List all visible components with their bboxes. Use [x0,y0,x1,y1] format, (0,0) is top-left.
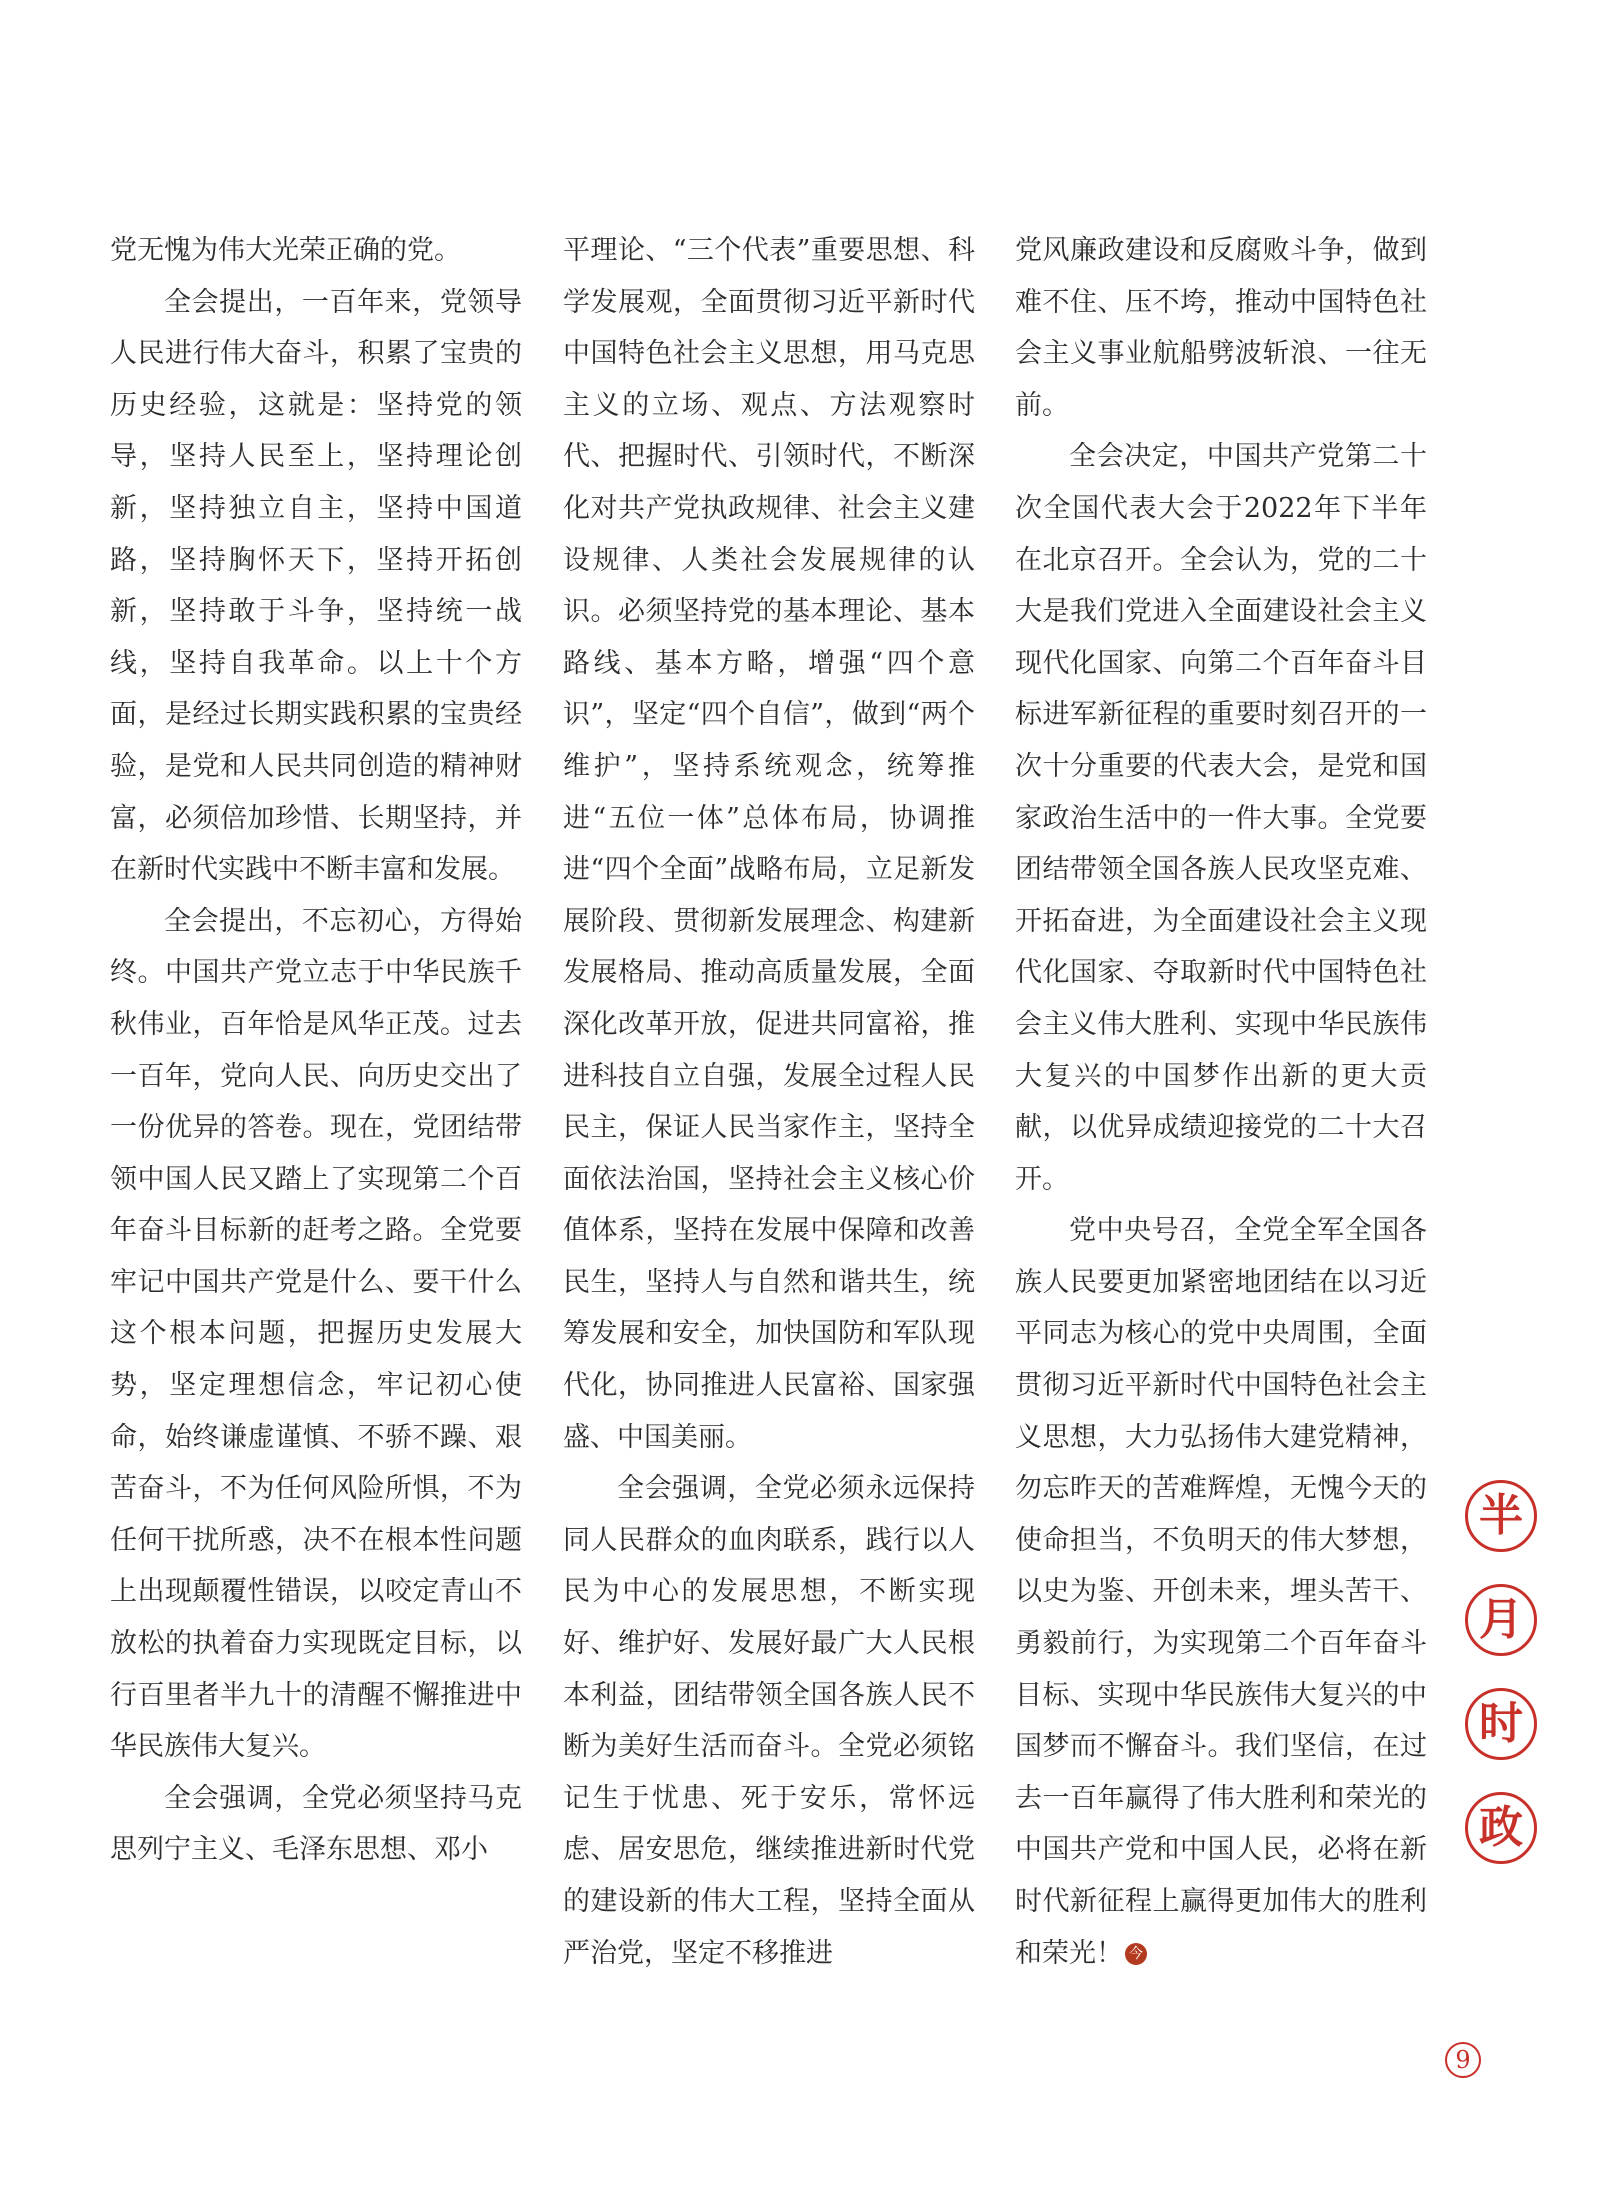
paragraph: 全会决定，中国共产党第二十次全国代表大会于2022年下半年在北京召开。全会认为，党的二十大是我们党进入全面建设社会主义现代化国家、向第二个百年奋斗目标进军新征程的重要时刻召开的一次十分重要的代表大会，是党和国家政治生活中的一件大事。全党要团结带领全国各族人民攻坚克难、开拓奋进，为全面建设社会主义现代化国家、夺取新时代中国特色社会主义伟大胜利、实现中华民族伟大复兴的中国梦作出新的更大贡献，以优异成绩迎接党的二十大召开。 [1015,441,1427,1195]
paragraph-with-end-mark [1015,1205,1427,1979]
paragraph: 全会提出，不忘初心，方得始终。中国共产党立志于中华民族千秋伟业，百年恰是风华正茂。过去一百年，党向人民、向历史交出了一份优异的答卷。现在，党团结带领中国人民又踏上了实现第二个百年奋斗目标新的赶考之路。全党要牢记中国共产党是什么、要干什么这个根本问题，把握历史发展大势，坚定理想信念，牢记初心使命，始终谦虚谨慎、不骄不躁、艰苦奋斗，不为任何风险所惧，不为任何干扰所惑，决不在根本性问题上出现颠覆性错误，以咬定青山不放松的执着奋力实现既定目标，以行百里者半九十的清醒不懈推进中华民族伟大复兴。 [110,905,522,1763]
section-title-char: 时 [1465,1688,1537,1760]
paragraph: 全会强调，全党必须坚持马克思列宁主义、毛泽东思想、邓小 [110,1782,522,1866]
article-column-2 [563,225,975,1979]
end-mark-icon: 今 [1125,1943,1147,1965]
paragraph: 党风廉政建设和反腐败斗争，做到难不住、压不垮，推动中国特色社会主义事业航船劈波斩浪、一往无前。 [1015,235,1427,421]
section-title-char: 政 [1465,1792,1537,1864]
paragraph: 平理论、“三个代表”重要思想、科学发展观，全面贯彻习近平新时代中国特色社会主义思想，用马克思主义的立场、观点、方法观察时代、把握时代、引领时代，不断深化对共产党执政规律、社会主义建设规律、人类社会发展规律的认识。必须坚持党的基本理论、基本路线、基本方略，增强“四个意识”，坚定“四个自信”，做到“两个维护”，坚持系统观念，统筹推进“五位一体”总体布局，协调推进“四个全面”战略布局，立足新发展阶段、贯彻新发展理念、构建新发展格局、推动高质量发展，全面深化改革开放，促进共同富裕，推进科技自立自强，发展全过程人民民主，保证人民当家作主，坚持全面依法治国，坚持社会主义核心价值体系，坚持在发展中保障和改善民生，坚持人与自然和谐共生，统筹发展和安全，加快国防和军队现代化，协同推进人民富裕、国家强盛、中国美丽。 [563,235,975,1453]
paragraph: 全会提出，一百年来，党领导人民进行伟大奋斗，积累了宝贵的历史经验，这就是：坚持党的领导，坚持人民至上，坚持理论创新，坚持独立自主，坚持中国道路，坚持胸怀天下，坚持开拓创新，坚持敢于斗争，坚持统一战线，坚持自我革命。以上十个方面，是经过长期实践积累的宝贵经验，是党和人民共同创造的精神财富，必须倍加珍惜、长期坚持，并在新时代实践中不断丰富和发展。 [110,286,522,886]
article-column-3 [1015,225,1427,1979]
section-title-char: 月 [1465,1584,1537,1656]
paragraph: 党无愧为伟大光荣正确的党。 [110,235,461,266]
page-number: 9 [1445,2042,1481,2078]
section-title-vertical [1465,1480,1537,1896]
section-title-char: 半 [1465,1480,1537,1552]
paragraph-text: 党中央号召，全党全军全国各族人民要更加紧密地团结在以习近平同志为核心的党中央周围，全面贯彻习近平新时代中国特色社会主义思想，大力弘扬伟大建党精神，勿忘昨天的苦难辉煌，无愧今天的使命担当，不负明天的伟大梦想，以史为鉴、开创未来，埋头苦干、勇毅前行，为实现第二个百年奋斗目标、实现中华民族伟大复兴的中国梦而不懈奋斗。我们坚信，在过去一百年赢得了伟大胜利和荣光的中国共产党和中国人民，必将在新时代新征程上赢得更加伟大的胜利和荣光！ [1015,1215,1427,1969]
article-column-1 [110,225,522,1876]
paragraph: 全会强调，全党必须永远保持同人民群众的血肉联系，践行以人民为中心的发展思想，不断实现好、维护好、发展好最广大人民根本利益，团结带领全国各族人民不断为美好生活而奋斗。全党必须铭记生于忧患、死于安乐，常怀远虑、居安思危，继续推进新时代党的建设新的伟大工程，坚持全面从严治党，坚定不移推进 [563,1473,975,1969]
